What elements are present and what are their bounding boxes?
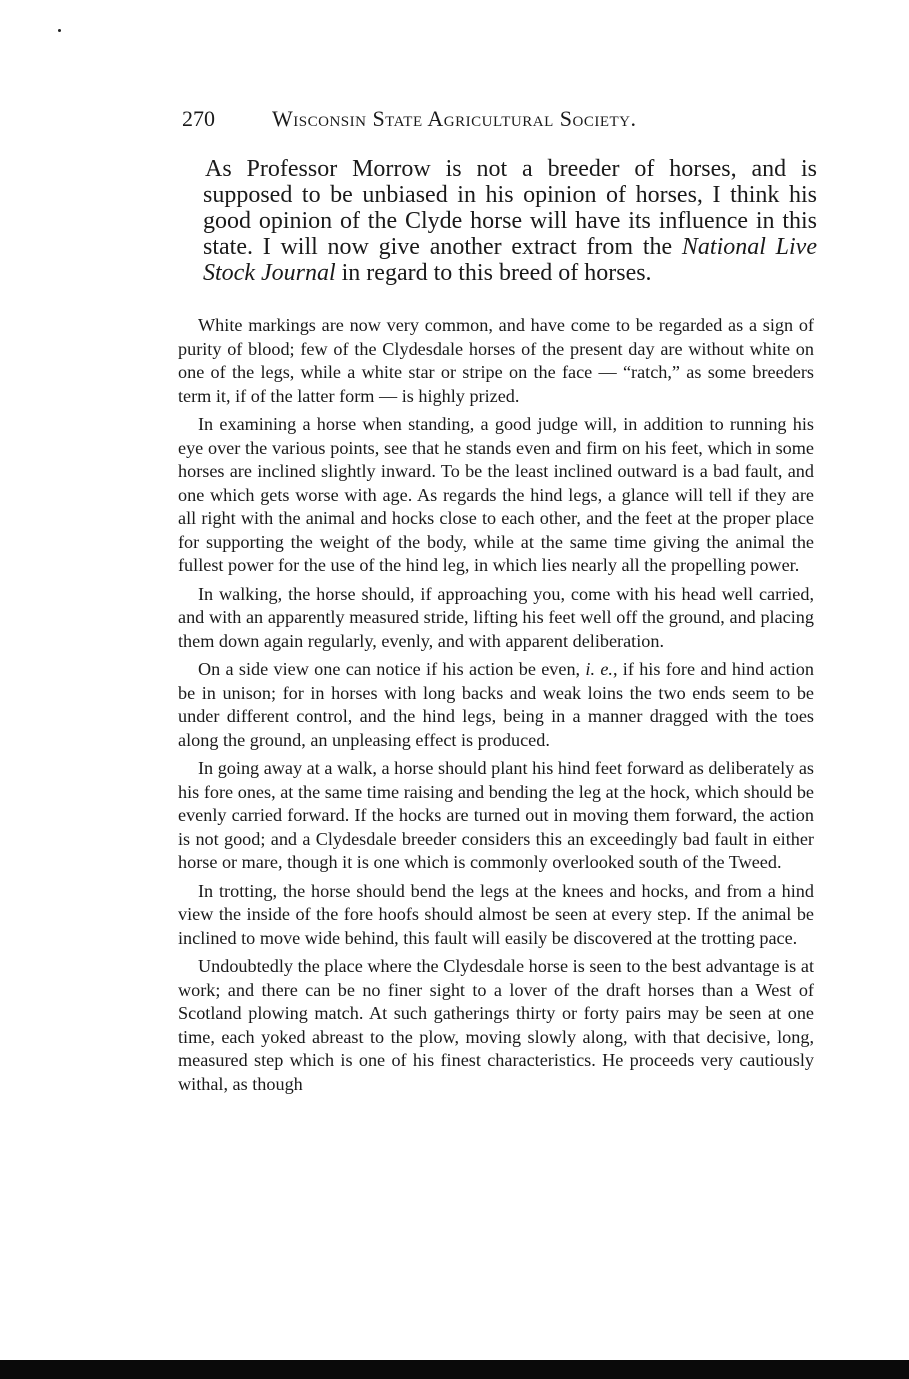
intro-paragraph <box>203 156 817 286</box>
scan-speck <box>58 29 61 32</box>
page-header <box>182 106 822 132</box>
paragraph-walking: In walking, the horse should, if approaching you, come with his head well carried, and with an apparently measured stride, lifting his feet well off the ground, and placing them down again regularly, evenly, and with apparent deliberation. <box>178 583 814 651</box>
scan-bottom-edge <box>0 1360 909 1379</box>
journal-title: National Live Stock Journal <box>203 234 817 286</box>
paragraph-going-away: In going away at a walk, a horse should plant his hind feet forward as deliberately as his fore ones, at the same time raising and bending the leg at the hock, which should be evenly carried forward. If the hocks are turned out in moving them forward, the action is not good; and a Clydesdale breeder considers this an exceedingly bad fault in either horse or mare, though it is one which is commonly overlooked south of the Tweed. <box>178 758 814 872</box>
intro-text: As Professor Morrow is not a breeder of horses, and is supposed to be unbiased in his opinion of horses, I think his good opinion of the Clyde horse will have its influence in this state. I will now give another extract from the <box>203 156 817 260</box>
quoted-extract <box>178 314 814 1101</box>
side-view-text: On a side view one can notice if his action be even, <box>198 659 586 679</box>
side-view-text-end: , if his fore and hind action be in unison; for in horses with long backs and weak loins the two ends seem to be under different control, and the hind legs, being in a manner dragged with the toes along the ground, an unpleasing effect is produced. <box>178 659 814 750</box>
paragraph-standing: In examining a horse when standing, a good judge will, in addition to running his eye over the various points, see that he stands even and firm on his feet, which in some horses are inclined slightly inward. To be the least inclined outward is a bad fault, and one which gets worse with age. As regards the hind legs, a glance will tell if they are all right with the animal and hocks close to each other, and the feet at the proper place for supporting the weight of the body, while at the same time giving the animal the fullest power for the use of the hind leg, in which lies nearly all the propelling power. <box>178 414 814 575</box>
side-view-ie: i. e. <box>585 659 613 679</box>
page-number: 270 <box>182 106 215 131</box>
intro-text-end: in regard to this breed of horses. <box>335 260 652 286</box>
paragraph-white-markings: White markings are now very common, and have come to be regarded as a sign of purity of blood; few of the Clydesdale horses of the present day are without white on one of the legs, while a white star or stripe on the face — “ratch,” as some breeders term it, if of the latter form — is highly prized. <box>178 315 814 406</box>
paragraph-at-work: Undoubtedly the place where the Clydesdale horse is seen to the best advantage is at work; and there can be no finer sight to a lover of the draft horses than a West of Scotland plowing match. At such gatherings thirty or forty pairs may be seen at one time, each yoked abreast to the plow, moving slowly along, with that decisive, long, measured step which is one of his finest characteristics. He proceeds very cautiously withal, as though <box>178 956 814 1094</box>
paragraph-side-view <box>178 658 814 752</box>
paragraph-trotting: In trotting, the horse should bend the legs at the knees and hocks, and from a hind view the inside of the fore hoofs should almost be seen at every step. If the animal be inclined to move wide behind, this fault will easily be discovered at the trotting pace. <box>178 880 814 948</box>
running-head: Wisconsin State Agricultural Society. <box>272 106 637 131</box>
